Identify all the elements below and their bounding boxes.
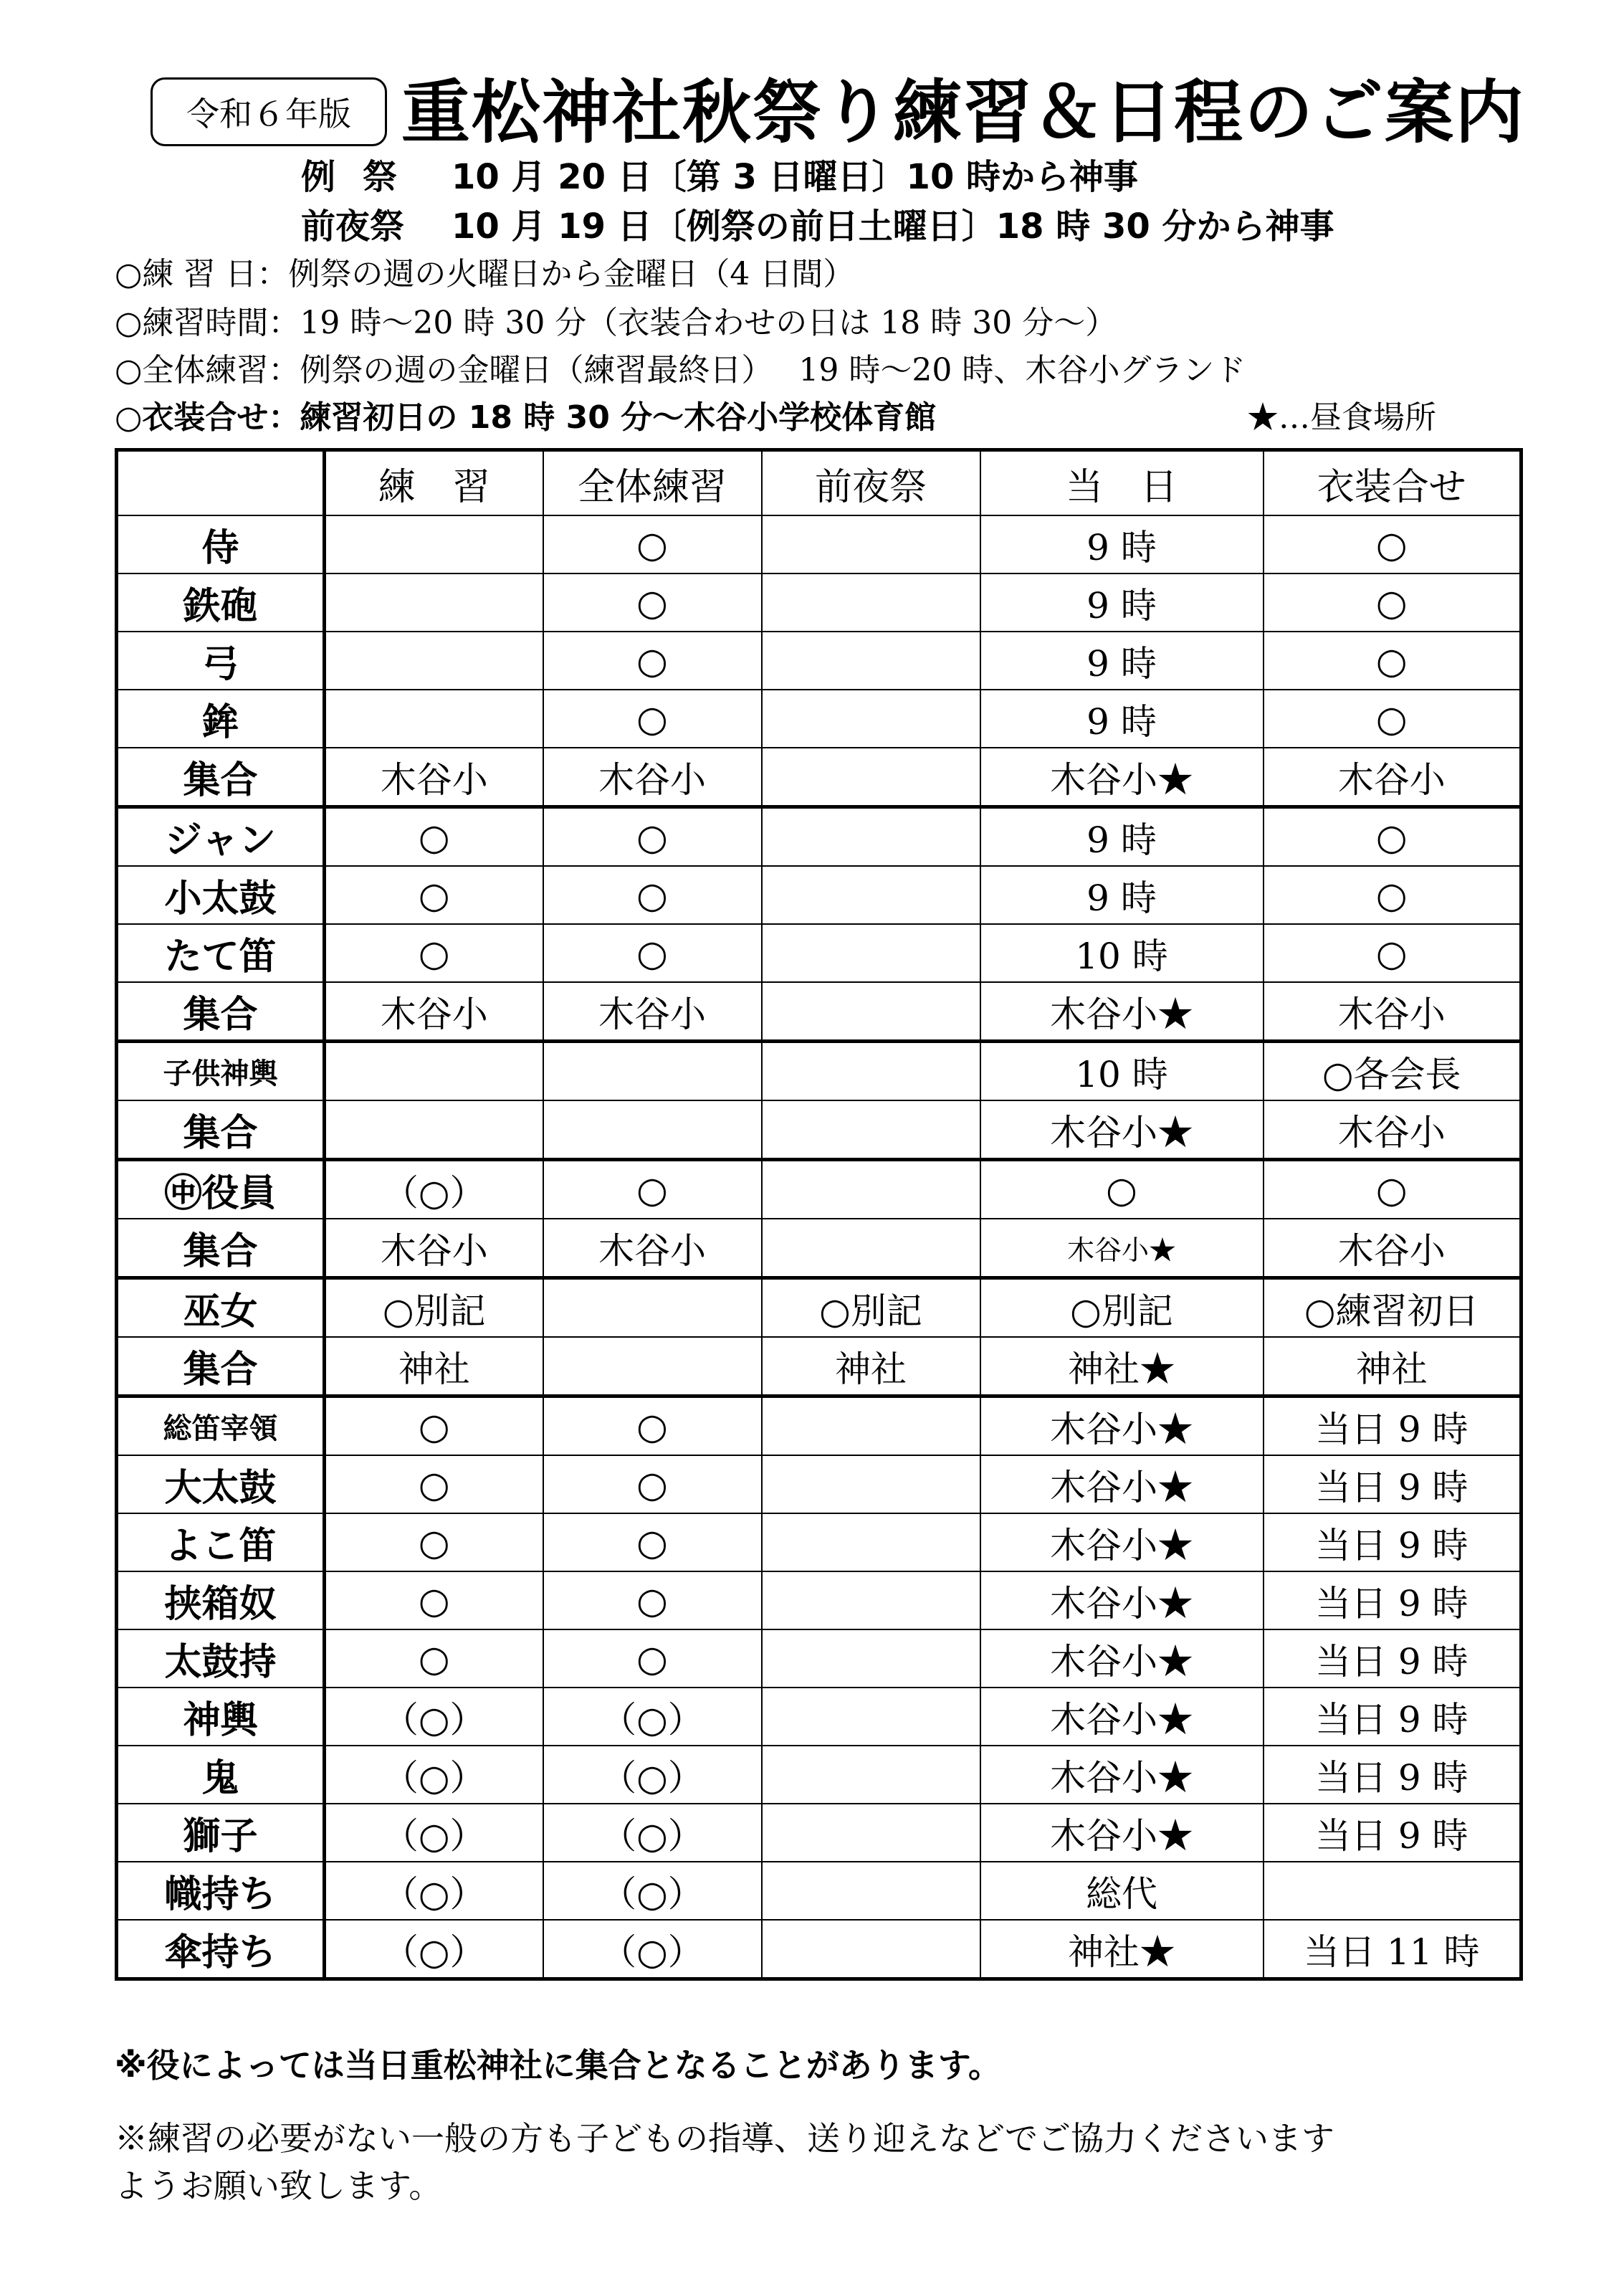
schedule-cell: ○ <box>1264 515 1522 574</box>
table-row <box>117 1862 1522 1920</box>
schedule-cell: ○ <box>543 574 762 632</box>
schedule-cell <box>762 1629 980 1688</box>
schedule-cell: ○別記 <box>980 1278 1264 1338</box>
table-row <box>117 574 1522 632</box>
schedule-cell: 木谷小★ <box>980 1571 1264 1629</box>
schedule-cell: ○練習初日 <box>1264 1278 1522 1338</box>
column-header: 衣装合せ <box>1264 450 1522 516</box>
schedule-cell: 木谷小★ <box>980 1100 1264 1160</box>
schedule-cell: 当日 9 時 <box>1264 1688 1522 1746</box>
schedule-cell: ○ <box>325 1455 543 1513</box>
column-header: 前夜祭 <box>762 450 980 516</box>
schedule-cell: 木谷小 <box>1264 982 1522 1042</box>
column-header <box>117 450 325 516</box>
schedule-cell: （○） <box>325 1688 543 1746</box>
eve-festival-label: 前夜祭 <box>301 206 405 247</box>
schedule-cell: 木谷小★ <box>980 1455 1264 1513</box>
schedule-cell: 木谷小★ <box>980 1629 1264 1688</box>
schedule-cell: 木谷小★ <box>980 1746 1264 1804</box>
schedule-cell <box>762 574 980 632</box>
schedule-cell: 神社★ <box>980 1337 1264 1396</box>
schedule-cell: 9 時 <box>980 515 1264 574</box>
schedule-cell: 当日 9 時 <box>1264 1455 1522 1513</box>
schedule-cell <box>1264 1862 1522 1920</box>
schedule-cell: 木谷小★ <box>980 1688 1264 1746</box>
role-name-cell: 総笛宰領 <box>117 1396 325 1456</box>
column-header: 練 習 <box>325 450 543 516</box>
schedule-cell: 木谷小★ <box>980 982 1264 1042</box>
schedule-cell: 当日 9 時 <box>1264 1571 1522 1629</box>
role-name-cell: 神輿 <box>117 1688 325 1746</box>
practice-time: ○練習時間：19 時～20 時 30 分（衣装合わせの日は 18 時 30 分～） <box>115 305 1117 341</box>
role-name-cell: 鉾 <box>117 690 325 748</box>
schedule-cell: ○ <box>543 1396 762 1456</box>
role-name-cell: 集合 <box>117 1100 325 1160</box>
schedule-cell: （○） <box>325 1862 543 1920</box>
schedule-cell: 木谷小 <box>1264 1219 1522 1278</box>
schedule-table <box>115 448 1523 1981</box>
schedule-cell: ○ <box>543 632 762 690</box>
schedule-cell: 木谷小★ <box>980 1804 1264 1862</box>
schedule-cell: 木谷小 <box>325 982 543 1042</box>
schedule-cell <box>762 690 980 748</box>
schedule-cell: ○ <box>543 1629 762 1688</box>
table-row <box>117 807 1522 867</box>
schedule-cell: （○） <box>543 1688 762 1746</box>
schedule-cell: 9 時 <box>980 632 1264 690</box>
role-name-cell: 弓 <box>117 632 325 690</box>
schedule-cell <box>762 924 980 982</box>
role-name-cell: 大太鼓 <box>117 1455 325 1513</box>
schedule-cell: 9 時 <box>980 866 1264 924</box>
schedule-cell: ○ <box>543 1455 762 1513</box>
role-name-cell: 巫女 <box>117 1278 325 1338</box>
schedule-cell: ○ <box>1264 1160 1522 1219</box>
schedule-cell: ○ <box>1264 632 1522 690</box>
column-header: 全体練習 <box>543 450 762 516</box>
schedule-cell: ○ <box>543 924 762 982</box>
schedule-cell: 木谷小★ <box>980 748 1264 807</box>
schedule-cell: 木谷小 <box>543 748 762 807</box>
schedule-cell <box>325 690 543 748</box>
table-row <box>117 982 1522 1042</box>
schedule-cell: ○ <box>325 1513 543 1571</box>
main-festival-line <box>301 154 1138 200</box>
schedule-cell: ○ <box>1264 690 1522 748</box>
schedule-cell: 当日 11 時 <box>1264 1920 1522 1979</box>
schedule-cell: 総代 <box>980 1862 1264 1920</box>
schedule-cell: 木谷小 <box>325 1219 543 1278</box>
table-row <box>117 748 1522 807</box>
schedule-cell: 神社 <box>762 1337 980 1396</box>
schedule-cell: ○ <box>543 1160 762 1219</box>
document-title: 重松神社秋祭り練習＆日程のご案内 <box>401 72 1525 153</box>
schedule-cell: ○ <box>543 1513 762 1571</box>
schedule-cell: ○ <box>1264 807 1522 867</box>
table-row <box>117 1571 1522 1629</box>
schedule-cell: ○ <box>1264 924 1522 982</box>
role-name-cell: 集合 <box>117 1219 325 1278</box>
schedule-cell <box>325 1042 543 1101</box>
schedule-cell: 10 時 <box>980 1042 1264 1101</box>
schedule-cell <box>543 1042 762 1101</box>
schedule-cell: ○ <box>543 807 762 867</box>
schedule-cell: ○ <box>325 1629 543 1688</box>
schedule-cell: ○ <box>980 1160 1264 1219</box>
schedule-cell <box>762 515 980 574</box>
schedule-cell <box>762 1396 980 1456</box>
table-header-row <box>117 450 1522 516</box>
note-cooperation-line1: ※練習の必要がない一般の方も子どもの指導、送り迎えなどでご協力くださいます <box>115 2119 1334 2158</box>
schedule-cell <box>762 1746 980 1804</box>
schedule-cell <box>762 1920 980 1979</box>
schedule-cell <box>762 748 980 807</box>
role-name-cell: たて笛 <box>117 924 325 982</box>
practice-days: ○練 習 日：例祭の週の火曜日から金曜日（4 日間） <box>115 256 855 292</box>
schedule-cell: 神社 <box>1264 1337 1522 1396</box>
schedule-cell <box>762 1219 980 1278</box>
schedule-cell: ○ <box>325 866 543 924</box>
column-header: 当 日 <box>980 450 1264 516</box>
schedule-cell: ○各会長 <box>1264 1042 1522 1101</box>
main-festival-label: 例祭 <box>301 157 425 197</box>
lunch-legend: ★…昼食場所 <box>1247 399 1436 436</box>
schedule-cell: 神社 <box>325 1337 543 1396</box>
schedule-cell: ○ <box>543 866 762 924</box>
schedule-cell: （○） <box>543 1920 762 1979</box>
schedule-cell: 木谷小 <box>1264 748 1522 807</box>
schedule-cell: ○別記 <box>325 1278 543 1338</box>
role-name-cell: 幟持ち <box>117 1862 325 1920</box>
table-row <box>117 1160 1522 1219</box>
table-row <box>117 1219 1522 1278</box>
schedule-cell: 9 時 <box>980 574 1264 632</box>
schedule-cell <box>762 807 980 867</box>
eve-festival-line <box>301 204 1334 249</box>
schedule-cell <box>762 1455 980 1513</box>
eve-festival-date: 10 月 19 日〔例祭の前日土曜日〕18 時 30 分から神事 <box>452 206 1334 247</box>
schedule-cell <box>762 1513 980 1571</box>
schedule-cell <box>762 1160 980 1219</box>
table-row <box>117 1455 1522 1513</box>
table-row <box>117 1746 1522 1804</box>
table-row <box>117 866 1522 924</box>
schedule-cell: ○ <box>1264 574 1522 632</box>
schedule-cell: （○） <box>543 1804 762 1862</box>
schedule-cell <box>762 866 980 924</box>
edition-badge: 令和６年版 <box>151 77 387 146</box>
schedule-cell: （○） <box>543 1746 762 1804</box>
schedule-cell: 木谷小★ <box>980 1513 1264 1571</box>
schedule-cell <box>325 1100 543 1160</box>
table-row <box>117 1100 1522 1160</box>
schedule-cell: （○） <box>325 1746 543 1804</box>
schedule-cell: ○ <box>325 924 543 982</box>
schedule-cell <box>762 982 980 1042</box>
table-row <box>117 1804 1522 1862</box>
schedule-cell: 木谷小★ <box>980 1219 1264 1278</box>
schedule-cell <box>543 1100 762 1160</box>
table-row <box>117 924 1522 982</box>
schedule-cell: 当日 9 時 <box>1264 1396 1522 1456</box>
note-cooperation-line2: ようお願い致します。 <box>115 2166 442 2205</box>
schedule-cell: 神社★ <box>980 1920 1264 1979</box>
schedule-cell: （○） <box>325 1920 543 1979</box>
table-row <box>117 632 1522 690</box>
schedule-cell: ○ <box>1264 866 1522 924</box>
table-row <box>117 1278 1522 1338</box>
schedule-cell <box>762 632 980 690</box>
schedule-cell: ○ <box>543 690 762 748</box>
role-name-cell: 太鼓持 <box>117 1629 325 1688</box>
role-name-cell: ジャン <box>117 807 325 867</box>
schedule-cell: 木谷小 <box>543 982 762 1042</box>
schedule-cell: ○ <box>325 1571 543 1629</box>
table-row <box>117 1513 1522 1571</box>
schedule-cell: 木谷小★ <box>980 1396 1264 1456</box>
table-row <box>117 1688 1522 1746</box>
schedule-cell <box>762 1100 980 1160</box>
schedule-cell: （○） <box>325 1804 543 1862</box>
schedule-cell <box>762 1042 980 1101</box>
schedule-cell: 当日 9 時 <box>1264 1804 1522 1862</box>
schedule-cell: 当日 9 時 <box>1264 1513 1522 1571</box>
schedule-cell: ○ <box>543 515 762 574</box>
schedule-cell: 木谷小 <box>1264 1100 1522 1160</box>
schedule-cell: 当日 9 時 <box>1264 1629 1522 1688</box>
role-name-cell: 傘持ち <box>117 1920 325 1979</box>
schedule-cell: 当日 9 時 <box>1264 1746 1522 1804</box>
schedule-cell <box>762 1571 980 1629</box>
role-name-cell: よこ笛 <box>117 1513 325 1571</box>
role-name-cell: 鉄砲 <box>117 574 325 632</box>
table-row <box>117 1042 1522 1101</box>
schedule-cell: 木谷小 <box>543 1219 762 1278</box>
table-row <box>117 515 1522 574</box>
schedule-cell: 9 時 <box>980 807 1264 867</box>
schedule-cell: 9 時 <box>980 690 1264 748</box>
schedule-cell <box>543 1278 762 1338</box>
full-practice: ○全体練習：例祭の週の金曜日（練習最終日） 19 時～20 時、木谷小グランド <box>115 352 1246 389</box>
role-name-cell: 挟箱奴 <box>117 1571 325 1629</box>
role-name-cell: 小太鼓 <box>117 866 325 924</box>
schedule-cell: ○別記 <box>762 1278 980 1338</box>
role-name-cell: ㊥役員 <box>117 1160 325 1219</box>
role-name-cell: 集合 <box>117 1337 325 1396</box>
role-name-cell: 獅子 <box>117 1804 325 1862</box>
costume-fitting: ○衣装合せ：練習初日の 18 時 30 分～木谷小学校体育館 <box>115 399 937 436</box>
table-row <box>117 1396 1522 1456</box>
role-name-cell: 集合 <box>117 748 325 807</box>
schedule-cell: ○ <box>325 1396 543 1456</box>
table-row <box>117 1629 1522 1688</box>
main-festival-date: 10 月 20 日〔第 3 日曜日〕10 時から神事 <box>452 157 1139 197</box>
schedule-cell: （○） <box>325 1160 543 1219</box>
schedule-cell: ○ <box>325 807 543 867</box>
schedule-cell: （○） <box>543 1862 762 1920</box>
schedule-cell: 木谷小 <box>325 748 543 807</box>
schedule-cell <box>543 1337 762 1396</box>
schedule-cell <box>325 574 543 632</box>
role-name-cell: 子供神輿 <box>117 1042 325 1101</box>
schedule-cell: ○ <box>543 1571 762 1629</box>
role-name-cell: 集合 <box>117 982 325 1042</box>
table-row <box>117 1337 1522 1396</box>
schedule-cell <box>325 632 543 690</box>
schedule-cell <box>762 1862 980 1920</box>
note-assembly: ※役によっては当日重松神社に集合となることがあります。 <box>115 2046 1002 2085</box>
schedule-cell: 10 時 <box>980 924 1264 982</box>
schedule-cell <box>762 1688 980 1746</box>
schedule-cell <box>325 515 543 574</box>
role-name-cell: 侍 <box>117 515 325 574</box>
table-row <box>117 1920 1522 1979</box>
role-name-cell: 鬼 <box>117 1746 325 1804</box>
table-row <box>117 690 1522 748</box>
schedule-cell <box>762 1804 980 1862</box>
